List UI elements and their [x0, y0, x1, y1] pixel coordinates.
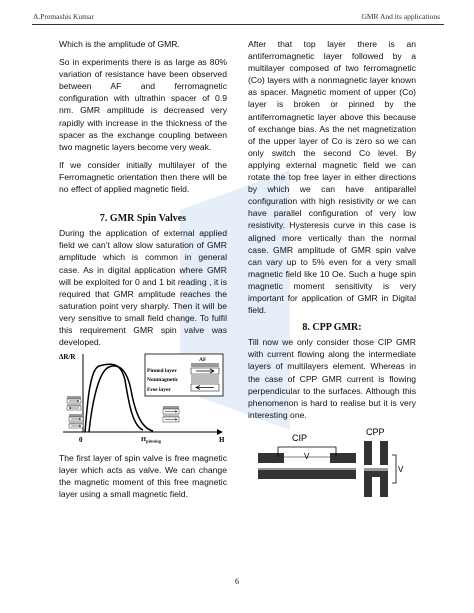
left-paragraph-3: If we consider initially multilayer of the Ferromagnetic orientation then there will be no effect of applied magnetic field.: [59, 159, 227, 195]
left-paragraph-5: The first layer of spin valve is free magnetic layer which acts as valve. We can change the magnetic moment of this free magnetic layer using a small magnetic field.: [59, 453, 227, 500]
fig1-nonmag-label: Nonmagnetic: [147, 377, 179, 384]
header-rule: [32, 24, 444, 25]
left-column: [59, 38, 227, 507]
fig2-cip-label: CIP: [292, 432, 308, 443]
fig1-pinned-label: Pinned layer: [147, 368, 177, 375]
cpp-diagram: [364, 441, 404, 497]
section-8-heading: 8. CPP GMR:: [302, 322, 362, 334]
header-title: GMR And its applications: [361, 12, 440, 21]
fig1-af-label: AF: [199, 357, 207, 364]
right-paragraph-2: Till now we only consider those CIP GMR with current flowing along the intermediate layers of multilayers element. Whereas in the case of CPP GMR current is flowing perpendicular to the surfaces. Although this phenomenon is hard to realise but it is very interesting one.: [248, 337, 416, 420]
right-paragraph-1: After that top layer there is an antiferromagnetic layer followed by a multilayer composed of two ferromagnetic (Co) layers with a nonmagnetic layer known as spacer. Magnetic moment of upper (Co) layer is broken or pinned by the antiferromagnetic layer above this because of exchange bias. As the net magnetization of the upper layer of Co is zero so we can only switch the second Co level. By applying external magnetic field we can rotate the top free layer in either directions by which we can have antiparallel configuration with high resistivity or we can have parallel configuration of very low resistivity. Hysteresis curve in this case is aligned more vertically than the normal case. GMR amplitude of GMR spin valve can vary up to 5% even for a very small magnetic field like 10 Oe. Such a huge spin magnetic moment sensitivity is very important for application of GMR in Digital field.: [248, 39, 416, 316]
fig1-x-arrow: [217, 429, 223, 435]
fig1-stack-left-bottom: [69, 414, 83, 428]
cip-cpp-figure: [248, 427, 416, 507]
section-7-heading: 7. GMR Spin Valves: [99, 213, 187, 225]
fig2-cpp-v-label: V: [398, 464, 404, 474]
fig1-stack-left-top: [67, 396, 81, 410]
fig1-ylabel: ΔR/R: [59, 353, 76, 362]
fig1-hpinning-label: $H_{pinning}$: [141, 436, 161, 444]
left-paragraph-2: So in experiments there is as large as 80% variation of resistance have been observed between AF and ferromagnetic configuration with ultrathin spacer of 0.9 nm. GMR amplitude is decreased very rapidly with increase in the thickness of the spacer as the exchange coupling between two magnetic layers become very weak.: [59, 57, 227, 152]
page-number: 6: [235, 577, 239, 586]
header-author: A.Premashis Kumar: [33, 12, 94, 21]
fig1-curve-2: [89, 366, 153, 432]
left-paragraph-4: During the application of external applied field we can’t allow slow saturation of GMR amplitude which is common in general case. As in digital application where GMR will be exploited for 0 and 1 bit reading , it is required that GMR amplitude reaches the saturation point very sharply. Then it will be very sensitive to small field change. To fulfil this requirement GMR spin valve was developed.: [59, 228, 227, 348]
spin-valve-figure: [59, 350, 227, 446]
cip-diagram: [258, 447, 356, 479]
fig2-cpp-label: CPP: [366, 426, 385, 437]
fig1-stack-right: [163, 406, 179, 422]
fig2-cip-v-label: V: [304, 451, 310, 461]
left-paragraph-1: Which is the amplitude of GMR.: [59, 39, 180, 49]
fig1-nonmag-layer: [191, 375, 219, 383]
fig1-hpinning-subscript: pinning: [146, 438, 161, 444]
fig1-af-layer: [191, 363, 219, 367]
fig1-origin-label: 0: [79, 436, 83, 445]
fig1-h-label: H: [219, 436, 225, 445]
fig1-free-label: Free layer: [147, 387, 171, 394]
right-column: [248, 38, 416, 507]
